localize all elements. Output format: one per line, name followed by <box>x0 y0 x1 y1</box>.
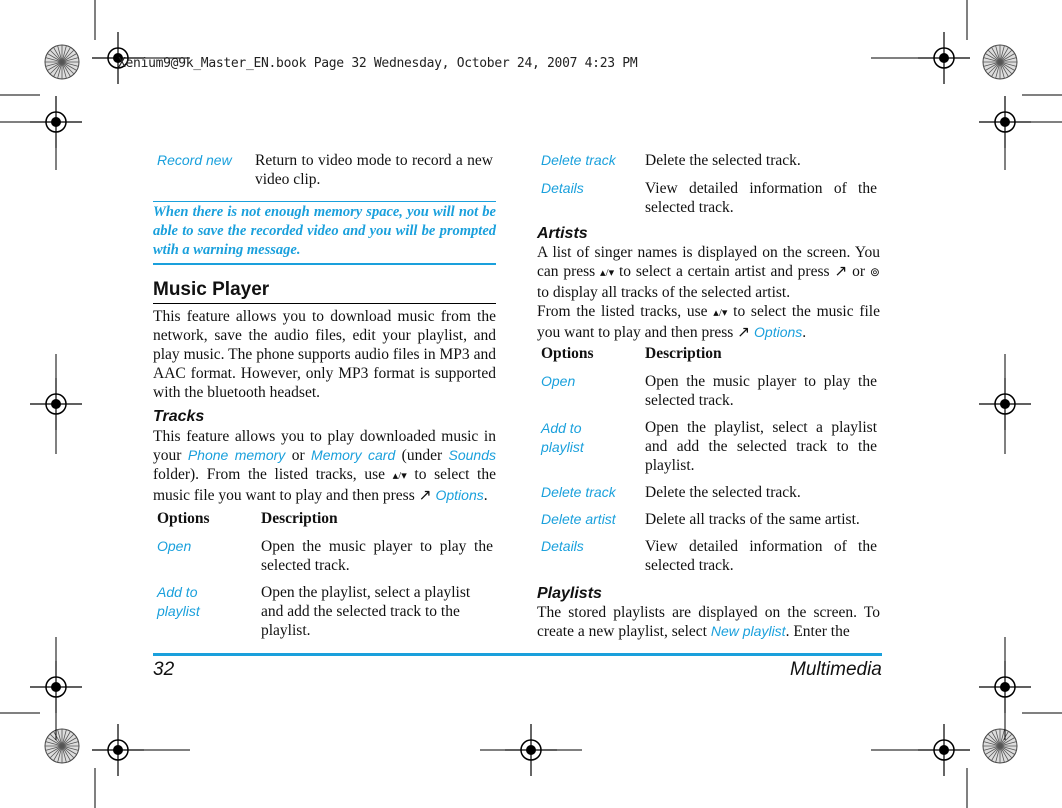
option-open-term: Open <box>157 538 192 554</box>
table-header-options: Options <box>541 345 594 362</box>
music-player-heading: Music Player <box>153 279 270 300</box>
option-add-to-playlist-desc: Open the playlist, select a playlist and add the selected track to the playlist. <box>645 419 877 474</box>
ok-key-icon: ⊚ <box>869 265 880 279</box>
new-playlist-term: New playlist <box>710 623 786 639</box>
softkey-icon: ↗ <box>834 263 848 280</box>
note-rule-bottom <box>153 263 496 265</box>
star-target-icon <box>983 729 1017 763</box>
artists-heading: Artists <box>537 225 588 242</box>
star-target-icon <box>45 45 79 79</box>
table-header-options: Options <box>157 510 210 527</box>
softkey-icon: ↗ <box>418 487 432 504</box>
footer-rule <box>153 653 882 656</box>
option-add-to-playlist-term: Add to playlist <box>541 420 584 455</box>
playlists-heading: Playlists <box>537 585 602 602</box>
option-delete-artist-desc: Delete all tracks of the same artist. <box>645 511 860 528</box>
details-desc: View detailed information of the selected track. <box>645 180 877 216</box>
record-new-term: Record new <box>157 152 232 168</box>
option-add-to-playlist-term: Add to playlist <box>157 584 200 619</box>
option-open-term: Open <box>541 373 576 389</box>
options-term: Options <box>435 487 484 503</box>
option-open-desc: Open the music player to play the selected track. <box>261 538 493 574</box>
star-target-icon <box>983 45 1017 79</box>
heading-rule <box>153 303 496 304</box>
memory-note: When there is not enough memory space, you will not be able to save the recorded video and you will be prompted wtih a warning message. <box>153 204 496 258</box>
table-header-description: Description <box>261 510 338 527</box>
print-header: Xenium9@9k_Master_EN.book Page 32 Wednesday, October 24, 2007 4:23 PM <box>118 56 638 71</box>
phone-memory-term: Phone memory <box>187 447 286 463</box>
page-number: 32 <box>153 659 175 680</box>
section-title: Multimedia <box>790 659 882 680</box>
delete-track-desc: Delete the selected track. <box>645 152 801 169</box>
record-new-desc: Return to video mode to record a new video clip. <box>255 152 493 188</box>
music-player-paragraph: This feature allows you to download music from the network, save the audio files, edit your playlist, and play music. The phone supports audio files in MP3 and AAC format. However, only MP3 format is supported with the bluetooth headset. <box>153 308 496 401</box>
delete-track-term: Delete track <box>541 152 616 168</box>
option-open-desc: Open the music player to play the selected track. <box>645 373 877 409</box>
nav-key-icon: ▴/▾ <box>713 307 728 319</box>
memory-card-term: Memory card <box>311 447 396 463</box>
tracks-paragraph: This feature allows you to play downloaded music in your Phone memory or Memory card (under Sounds folder). From the listed tracks, use ▴/▾ to select the music file you want to play and then press ↗ Options. <box>153 428 496 504</box>
option-delete-track-term: Delete track <box>541 484 616 500</box>
option-delete-track-desc: Delete the selected track. <box>645 484 801 501</box>
playlists-paragraph: The stored playlists are displayed on the screen. To create a new playlist, select New playlist. Enter the <box>537 604 880 640</box>
details-term: Details <box>541 180 584 196</box>
note-rule-top <box>153 201 496 202</box>
option-delete-artist-term: Delete artist <box>541 511 616 527</box>
option-details-term: Details <box>541 538 584 554</box>
option-add-to-playlist-desc: Open the playlist, select a playlist and add the selected track to the playlist. <box>261 584 471 639</box>
option-details-desc: View detailed information of the selected track. <box>645 538 877 574</box>
softkey-icon: ↗ <box>737 324 751 341</box>
table-header-description: Description <box>645 345 722 362</box>
nav-key-icon: ▴/▾ <box>392 470 407 482</box>
sounds-term: Sounds <box>448 447 496 463</box>
star-target-icon <box>45 729 79 763</box>
nav-key-icon: ▴/▾ <box>600 267 615 279</box>
tracks-heading: Tracks <box>153 408 205 425</box>
artists-paragraph: A list of singer names is displayed on the screen. You can press ▴/▾ to select a certain artist and press ↗ or ⊚ to display all tracks of the selected artist. From the listed tracks, use ▴/▾ to select the music file you want to play and then press ↗ Options. <box>537 244 880 341</box>
options-term: Options <box>754 324 803 340</box>
